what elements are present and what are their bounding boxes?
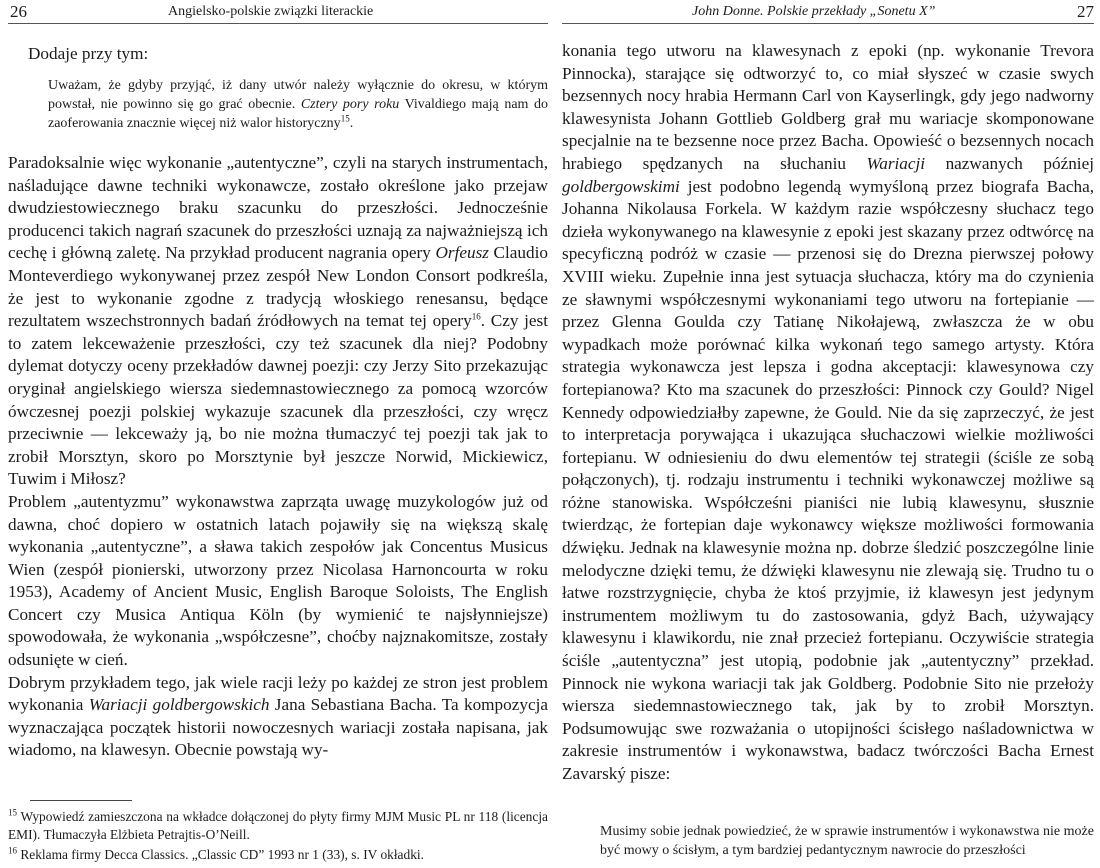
running-header-right (562, 2, 1094, 24)
footnote-rule (30, 800, 132, 801)
right-page (562, 0, 1094, 868)
header-rule-left (8, 23, 548, 24)
footnote-ref-16[interactable]: 16 (471, 311, 481, 322)
paragraph: Problem „autentyzmu” wykonawstwa zaprząta uwagę muzykologów już od dawna, choć dopiero w ostatnich latach pojawiły się na większą skalę wykonania „autentyczne”, a sława takich zespołów jak Concentus Musicus Wien (zespół pionierski, utworzony przez Nicolasa Harnoncourta w roku 1953), Academy of Ancient Music, English Baroque Soloists, The English Concert czy Musica Antiqua Köln (by wymienić te najsłynniejsze) spowodowała, że wykonania „współczesne”, choćby najznakomitsze, zostały odsunięte w cień. (8, 491, 548, 670)
page-number-left: 26 (10, 2, 27, 21)
right-body-text (562, 40, 1094, 786)
running-header-left (8, 2, 548, 24)
block-quote-vivaldi: Uważam, że gdyby przyjąć, iż dany utwór należy wyłącznie do okresu, w którym powstał, nie powinno się go grać obecnie. Cztery pory roku Vivaldiego mają nam do zaoferowania znacznie więcej niż walor historyczny$^{15}$. (48, 78, 549, 131)
block-quote-zavarsky: Musimy sobie jednak powiedzieć, że w sprawie instrumentów i wykonawstwa nie może być mowy o ścisłym, a tym bardziej pedantycznym nawrocie do przeszłości (600, 824, 1094, 858)
paragraph: konania tego utworu na klawesynach z epoki (np. wykonanie Trevora Pinnocka), starające się odtworzyć to, co miał słyszeć w czasie swych bezsennych nocy hrabia Hermann Carl von Kayserlingk, gdy jego nadworny klawesynista Johann Gottlieb Goldberg grał mu wariacje skomponowane specjalnie na te bezsenne noce przez Bacha. Opowieść o bezsennych nocach hrabiego spędzanych na słuchaniu Wariacji nazwanych później goldbergowskimi jest podobno legendą wymyśloną przez biografa Bacha, Johanna Nikolausa Forkela. W każdym razie współczesny słuchacz tego dzieła wykonywanego na klawesynie z epoki jest skazany przez odtwórcę na specyficzną podróż w czasie — przenosi się do Drezna pierwszej połowy XVIII wieku. Zupełnie inna jest sytuacja słuchacza, który ma do czynienia ze sławnymi współczesnymi wykonaniami tego utworu na fortepianie — przez Glenna Goulda czy Tatianę Nikołajewą, zwłaszcza że w obu wypadkach może porównać kilka wykonań tego samego artysty. Która strategia wykonawcza jest lepsza i godna akceptacji: klawesynowa czy fortepianowa? Kto ma szacunek do przeszłości: Pinnock czy Gould? Nigel Kennedy odpowiedziałby zapewne, że Gould. Nie da się zaprzeczyć, że jest to interpretacja porywająca i ukazująca słuchaczowi wielkie możliwości fortepianu. W odniesieniu do dwu elementów tej strategii (ściśle ze sobą połączonych), tj. rodzaju instrumentu i techniki wykonawczej możliwe są różne stanowiska. Współcześni pianiści nie lubią klawesynu, słusznie twierdząc, że fortepian daje wykonawcy większe możliwości formowania dźwięku. Jednak na klawesynie można np. dobrze śledzić poszczególne linie melodyczne dzięki temu, że dźwięki klawesynu nie zlewają się. Trudno tu o łatwe rozstrzygnięcie, chyba że ktoś przyjmie, iż klawesyn jest jedynym instrumentem możliwym tu do zastosowania, gdyż Bach, używający klawesynu i klawikordu, nie znał przecież fortepianu. Oczywiście strategia ściśle „autentyczna” jest utopią, podobnie jak „autentyczny” przekład. Pinnock nie wykona wariacji tak jak Goldberg. Podobnie Sito nie przełoży wiersza siedemnastowiecznego tak, jak by to zrobił Morsztyn. Podsumowując swe rozważania o utopijności ścisłego naśladownictwa w zakresie instrumentów i wykonawstwa, badacz twórczości Bacha Ernest Zavarský pisze: (562, 41, 1094, 783)
left-page (8, 0, 548, 868)
intro-line: Dodaje przy tym: (28, 44, 149, 63)
paragraph: Dobrym przykładem tego, jak wiele racji leży po każdej ze stron jest problem wykonania Wariacji goldbergowskich Jana Sebastiana Bacha. Ta kompozycja wyznaczająca początek historii nowoczesnych wariacji została napisana, jak wiadomo, na klawesyn. Obecnie powstają wy- (8, 672, 548, 760)
paragraph: Paradoksalnie więc wykonanie „autentyczne”, czyli na starych instrumentach, naśladujące dawne techniki wykonawcze, zostało określone jako przejaw dwudziestowiecznego braku szacunku do przeszłości. Jednocześnie producenci takich nagrań szacunek do przeszłości uznają za najważniejszą ich cechę i główną zaletę. Na przykład producent nagrania opery Orfeusz Claudio Monteverdiego wykonywanej przez zespół New London Consort podkreśla, że jest to wykonanie zgodne z tradycją włoskiego renesansu, będące rezultatem wszechstronnych badań źródłowych na temat tej opery$^{16}$. Czy jest to zatem lekceważenie przeszłości, czy też szacunek dla niej? Podobny dylemat dotyczy oceny przekładów dawnej poezji: czy Jerzy Sito przekazując oryginał angielskiego wiersza siedemnastowiecznego za pomocą wzorców ówczesnej poezji polskiej wykazuje szacunek dla przeszłości, czy wręcz przeciwnie — lekceważy ją, bo nie można tłumaczyć tej poezji tak jak to zrobił Morsztyn, skoro po Morsztynie był jeszcze Norwid, Mickiewicz, Tuwim i Miłosz? (8, 153, 548, 489)
running-title-left: Angielsko-polskie związki literackie (168, 4, 374, 19)
footnote-16: $^{16}$ Reklama firmy Decca Classics. „Classic CD” 1993 nr 1 (33), s. IV okładki. (8, 845, 424, 862)
header-rule-right (562, 23, 1094, 24)
left-body-text (8, 152, 548, 762)
footnote-15: $^{15}$ Wypowiedź zamieszczona na wkładce dołączonej do płyty firmy MJM Music PL nr 118 (licencja EMI). Tłumaczyła Elżbieta Petrajtis-O’Neill. (8, 807, 548, 842)
page-number-right: 27 (1077, 2, 1094, 21)
running-title-right: John Donne. Polskie przekłady „Sonetu X” (692, 4, 936, 19)
footnote-ref-15[interactable]: 15 (340, 113, 350, 124)
